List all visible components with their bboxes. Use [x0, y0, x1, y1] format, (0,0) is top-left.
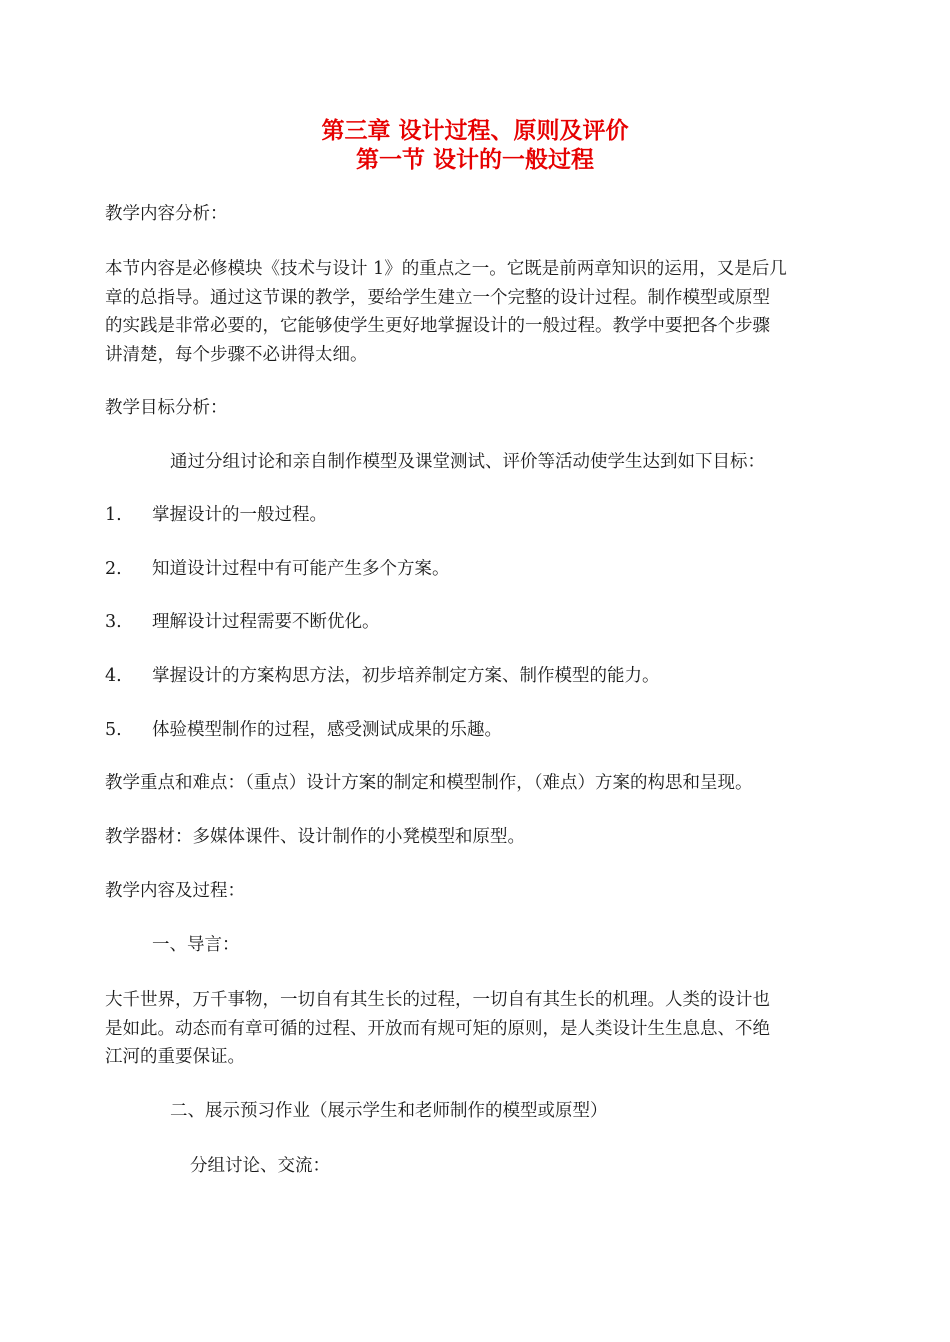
- content-analysis-heading: 教学内容分析：: [105, 204, 228, 224]
- section1-paragraph: [105, 986, 845, 1072]
- objective-item: [105, 559, 450, 579]
- paragraph-line: 本节内容是必修模块《技术与设计 1》的重点之一。它既是前两章知识的运用，又是后几: [105, 259, 787, 279]
- section-title: 第一节 设计的一般过程: [355, 147, 594, 173]
- objective-text: 掌握设计的方案构思方法，初步培养制定方案、制作模型的能力。: [152, 666, 660, 686]
- section1-heading: 一、导言：: [152, 935, 240, 955]
- paragraph-line: 江河的重要保证。: [105, 1047, 245, 1067]
- chapter-title: 第三章 设计过程、原则及评价: [321, 118, 629, 144]
- objective-number: 2.: [105, 559, 122, 579]
- objective-number: 1.: [105, 505, 122, 525]
- objective-heading: 教学目标分析：: [105, 398, 228, 418]
- paragraph-line: 讲清楚，每个步骤不必讲得太细。: [105, 344, 368, 365]
- paragraph-line: 的实践是非常必要的，它能够使学生更好地掌握设计的一般过程。教学中要把各个步骤: [105, 316, 770, 336]
- section2-heading: 二、展示预习作业（展示学生和老师制作的模型或原型）: [170, 1101, 608, 1121]
- objective-item: [105, 612, 380, 632]
- objective-text: 知道设计过程中有可能产生多个方案。: [152, 559, 450, 579]
- objective-intro: 通过分组讨论和亲自制作模型及课堂测试、评价等活动使学生达到如下目标：: [170, 452, 765, 472]
- objective-text: 掌握设计的一般过程。: [152, 505, 327, 525]
- objective-text: 体验模型制作的过程，感受测试成果的乐趣。: [152, 720, 502, 740]
- objective-item: [105, 666, 660, 686]
- key-points: 教学重点和难点：（重点）设计方案的制定和模型制作，（难点）方案的构思和呈现。: [105, 773, 753, 793]
- process-heading: 教学内容及过程：: [105, 881, 245, 901]
- objective-item: [105, 720, 502, 740]
- paragraph-line: 是如此。动态而有章可循的过程、开放而有规可矩的原则，是人类设计生生息息、不绝: [105, 1018, 770, 1039]
- objective-number: 4.: [105, 666, 122, 686]
- objective-number: 3.: [105, 612, 122, 632]
- objective-text: 理解设计过程需要不断优化。: [152, 612, 380, 632]
- objective-number: 5.: [105, 720, 122, 740]
- content-analysis-paragraph: [105, 255, 845, 369]
- equipment: 教学器材：多媒体课件、设计制作的小凳模型和原型。: [105, 827, 525, 847]
- paragraph-line: 大千世界，万千事物，一切自有其生长的过程，一切自有其生长的机理。人类的设计也: [105, 990, 770, 1010]
- group-discussion: 分组讨论、交流：: [190, 1156, 330, 1176]
- objective-item: [105, 505, 327, 525]
- paragraph-line: 章的总指导。通过这节课的教学，要给学生建立一个完整的设计过程。制作模型或原型: [105, 287, 770, 308]
